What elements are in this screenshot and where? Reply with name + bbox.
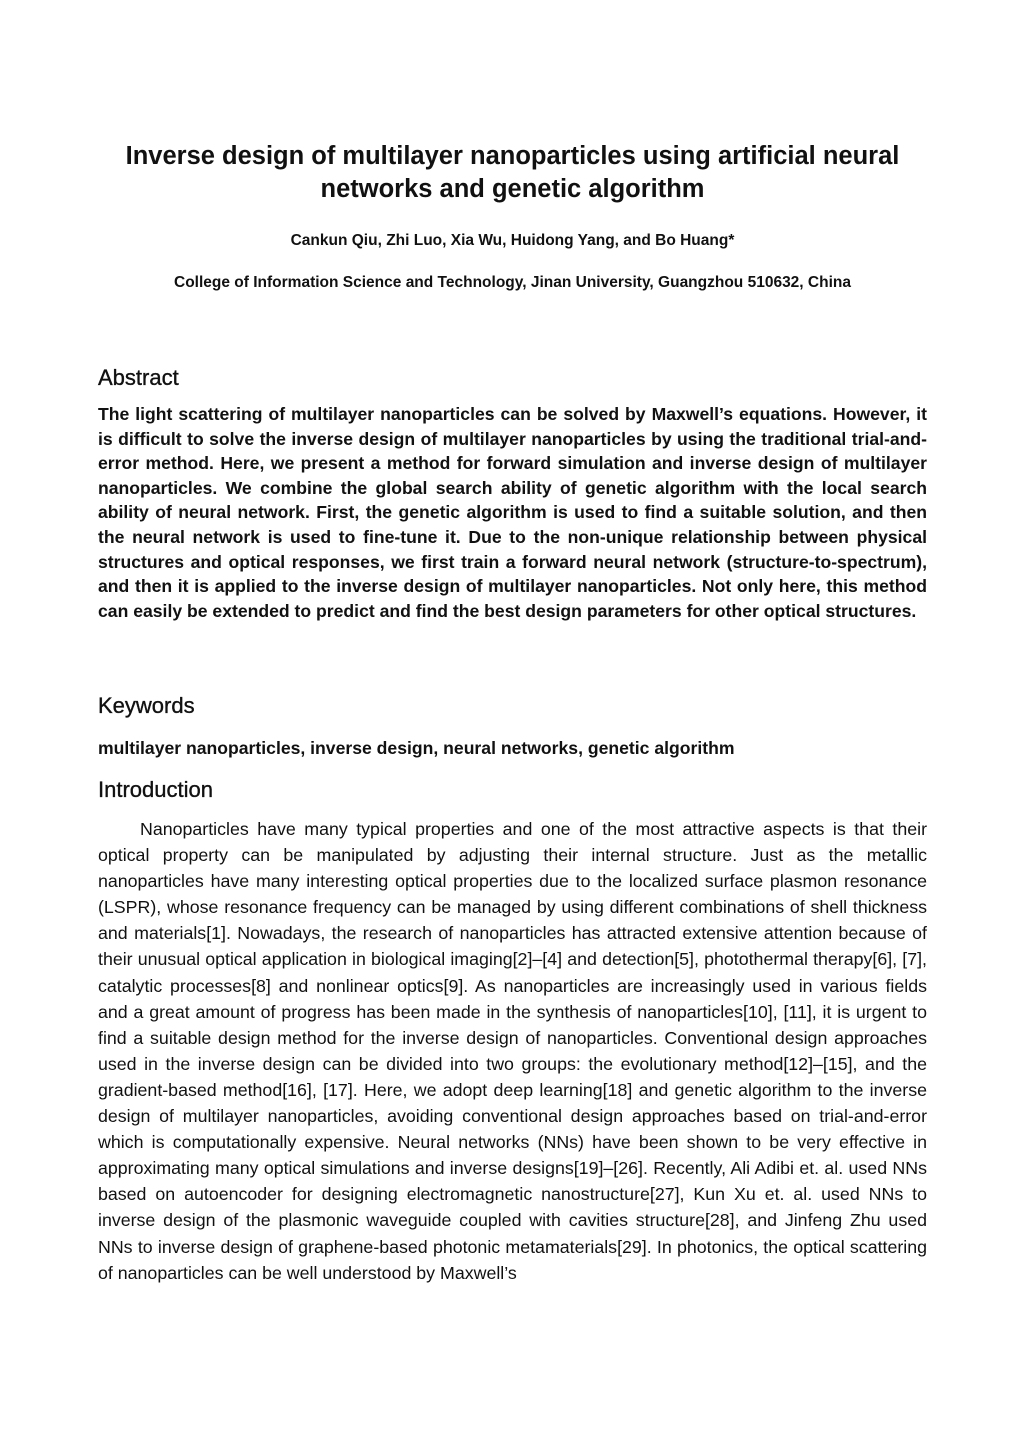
abstract-heading: Abstract bbox=[98, 365, 179, 390]
author-affiliation: College of Information Science and Technology, Jinan University, Guangzhou 510632, China bbox=[174, 274, 851, 291]
paper-title: Inverse design of multilayer nanoparticles using artificial neural networks and genetic algorithm bbox=[125, 142, 900, 203]
keywords-heading: Keywords bbox=[98, 693, 195, 718]
author-list: Cankun Qiu, Zhi Luo, Xia Wu, Huidong Yang, and Bo Huang* bbox=[290, 232, 735, 249]
introduction-heading: Introduction bbox=[98, 777, 213, 802]
introduction-text: Nanoparticles have many typical properties and one of the most attractive aspects is that their optical property can be manipulated by adjusting their internal structure. Just as the metallic nanoparticles have many interesting optical properties due to the localized surface plasmon resonance (LSPR), whose resonance frequency can be managed by using different combinations of shell thickness and materials[1]. Nowadays, the research of nanoparticles has attracted extensive attention because of their unusual optical application in biological imaging[2]–[4] and detection[5], photothermal therapy[6], [7], catalytic processes[8] and nonlinear optics[9]. As nanoparticles are increasingly used in various fields and a great amount of progress has been made in the synthesis of nanoparticles[10], [11], it is urgent to find a suitable design method for the inverse design of nanoparticles. Conventional design approaches used in the inverse design can be divided into two groups: the evolutionary method[12]–[15], and the gradient-based method[16], [17]. Here, we adopt deep learning[18] and genetic algorithm to the inverse design of multilayer nanoparticles, avoiding conventional design approaches based on trial-and-error which is computationally expensive. Neural networks (NNs) have been shown to be very effective in approximating many optical simulations and inverse designs[19]–[26]. Recently, Ali Adibi et. al. used NNs based on autoencoder for designing electromagnetic nanostructure[27], Kun Xu et. al. used NNs to inverse design of the plasmonic waveguide coupled with cavities structure[28], and Jinfeng Zhu used NNs to inverse design of graphene-based photonic metamaterials[29]. In photonics, the optical scattering of nanoparticles can be well understood by Maxwell’s bbox=[98, 819, 927, 1283]
abstract-text: The light scattering of multilayer nanoparticles can be solved by Maxwell’s equations. However, it is difficult to solve the inverse design of multilayer nanoparticles by using the traditional trial-and-error method. Here, we present a method for forward simulation and inverse design of multilayer nanoparticles. We combine the global search ability of genetic algorithm with the local search ability of neural network. First, the genetic algorithm is used to find a suitable solution, and then the neural network is used to fine-tune it. Due to the non-unique relationship between physical structures and optical responses, we first train a forward neural network (structure-to-spectrum), and then it is applied to the inverse design of multilayer nanoparticles. Not only here, this method can easily be extended to predict and find the best design parameters for other optical structures. bbox=[98, 404, 927, 621]
keywords-text: multilayer nanoparticles, inverse design, neural networks, genetic algorithm bbox=[98, 738, 735, 758]
